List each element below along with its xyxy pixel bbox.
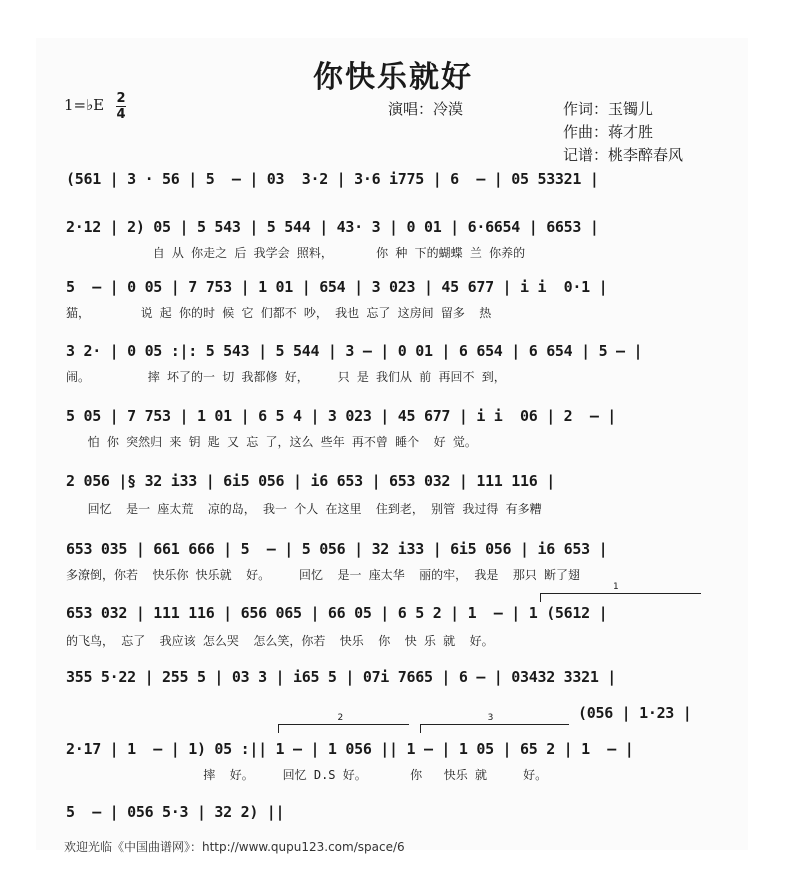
notation-row-6: 2 056 |§ 32 i33 | 6i5 056 | i6 653 | 653 032 | 111 116 | xyxy=(66,472,555,490)
singer-credit: 演唱：冷漠 xyxy=(388,100,464,118)
time-signature-top: 2 xyxy=(116,91,126,106)
lyric-row-3: 猫， 说 起 你的时 候 它 们都不 吵， 我也 忘了 这房间 留多 热 xyxy=(66,306,492,320)
composer-credit: 作曲：蒋才胜 xyxy=(563,123,654,141)
volta-bracket-3: 3 xyxy=(420,724,569,733)
lyricist-credit: 作词：玉镯儿 xyxy=(563,100,654,118)
notation-row-9: 355 5·22 | 255 5 | 03 3 | i65 5 | 07i 7665 | 6 – | 03432 3321 | xyxy=(66,668,617,686)
lyric-row-6: 回忆 是一 座太荒 凉的岛， 我一 个人 在这里 住到老， 别管 我过得 有多糟 xyxy=(66,502,542,516)
notation-row-1: (561 | 3 · 56 | 5 – | 03 3·2 | 3·6 i775 | 6 – | 05 53321 | xyxy=(66,170,599,188)
notation-row-3: 5 – | 0 05 | 7 753 | 1 01 | 654 | 3 023 | 45 677 | i i 0·1 | xyxy=(66,278,608,296)
time-signature-bottom: 4 xyxy=(116,107,126,122)
footer-link-text: 欢迎光临《中国曲谱网》：http://www.qupu123.com/space/6 xyxy=(64,840,405,854)
notation-row-5: 5 05 | 7 753 | 1 01 | 6 5 4 | 3 023 | 45 677 | i i 06 | 2 – | xyxy=(66,407,617,425)
lyric-row-7: 多潦倒，你若 快乐你 快乐就 好。 回忆 是一 座太华 丽的牢， 我是 那只 断了翅 xyxy=(66,568,581,582)
lyric-row-10: 摔 好。 回忆 D.S 好。 你 快乐 就 好。 xyxy=(66,768,548,782)
notation-row-4: 3 2· | 0 05 :|: 5 543 | 5 544 | 3 – | 0 01 | 6 654 | 6 654 | 5 – | xyxy=(66,342,643,360)
notation-row-8: 653 032 | 111 116 | 656 065 | 66 05 | 6 5 2 | 1 – | 1 (5612 | xyxy=(66,604,608,622)
volta-bracket-1: 1 xyxy=(540,593,701,602)
lyric-row-2: 自 从 你走之 后 我学会 照料， 你 种 下的蝴蝶 兰 你养的 xyxy=(66,246,526,260)
key-signature: 1=♭E xyxy=(64,96,105,114)
auxiliary-intro-row: (056 | 1·23 | xyxy=(578,704,692,722)
lyric-row-4: 闹。 摔 坏了的一 切 我都修 好， 只 是 我们从 前 再回不 到， xyxy=(66,370,506,384)
notation-row-11: 5 – | 056 5·3 | 32 2) || xyxy=(66,803,285,821)
notation-row-7: 653 035 | 661 666 | 5 – | 5 056 | 32 i33 | 6i5 056 | i6 653 | xyxy=(66,540,608,558)
lyric-row-8: 的飞鸟， 忘了 我应该 怎么哭 怎么笑，你若 快乐 你 快 乐 就 好。 xyxy=(66,634,494,648)
lyric-row-5: 怕 你 突然归 来 钥 匙 又 忘 了，这么 些年 再不曾 睡个 好 觉。 xyxy=(66,435,477,449)
volta-bracket-2: 2 xyxy=(278,724,409,733)
notation-row-2: 2·12 | 2) 05 | 5 543 | 5 544 | 43· 3 | 0 01 | 6·6654 | 6653 | xyxy=(66,218,599,236)
transcriber-credit: 记谱：桃李醉春风 xyxy=(563,146,684,164)
song-title: 你快乐就好 xyxy=(313,60,473,95)
notation-row-10: 2·17 | 1 – | 1) 05 :|| 1 – | 1 056 || 1 – | 1 05 | 65 2 | 1 – | xyxy=(66,740,634,758)
time-signature xyxy=(116,92,126,121)
